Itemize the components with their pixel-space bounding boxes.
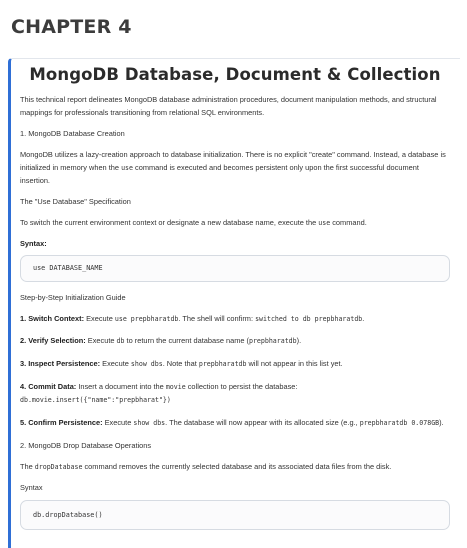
step-switch-context: 1. Switch Context: Execute use prepbharatdb. The shell will confirm: switched to db prepbharatdb. bbox=[20, 313, 365, 323]
code-block-use-syntax: use DATABASE_NAME bbox=[20, 255, 450, 282]
step-confirm-persistence: 5. Confirm Persistence: Execute show dbs. The database will now appear with its allocated size (e.g., prepbharatdb 0.078GB). bbox=[20, 418, 444, 428]
drop-database-paragraph: The dropDatabase command removes the currently selected database and its associated data files from the disk. bbox=[20, 462, 392, 472]
syntax-label: Syntax: bbox=[20, 238, 47, 248]
inline-code: use bbox=[318, 218, 331, 227]
lazy-creation-paragraph: MongoDB utilizes a lazy-creation approach to database initialization. There is no explicit "create" command. Instead, a database is initialized in memory when the use command is executed and becomes persistent only upon the first successful document insertion. bbox=[20, 149, 446, 185]
page-title: MongoDB Database, Document & Collection bbox=[29, 65, 441, 84]
section-heading-use-database: The "Use Database" Specification bbox=[20, 196, 131, 206]
chapter-heading: CHAPTER 4 bbox=[11, 16, 132, 38]
use-command-paragraph: To switch the current environment context or designate a new database name, execute the use command. bbox=[20, 217, 367, 227]
section-heading-initialization-guide: Step-by-Step Initialization Guide bbox=[20, 292, 126, 302]
inline-code: use bbox=[121, 163, 133, 172]
code-block-drop-syntax: db.dropDatabase() bbox=[20, 500, 450, 530]
syntax-label-drop: Syntax bbox=[20, 483, 43, 493]
intro-paragraph: This technical report delineates MongoDB database administration procedures, document manipulation methods, and structural mappings for professionals transitioning from relational SQL environments. bbox=[20, 95, 437, 117]
step-commit-data: 4. Commit Data: Insert a document into the movie collection to persist the database: db.movie.insert({"name":"prepbharat"}) bbox=[20, 382, 298, 405]
inline-code: dropDatabase bbox=[34, 463, 83, 472]
section-heading-drop-database: 2. MongoDB Drop Database Operations bbox=[20, 441, 152, 451]
section-heading-database-creation: 1. MongoDB Database Creation bbox=[20, 128, 125, 138]
step-verify-selection: 2. Verify Selection: Execute db to return the current database name (prepbharatdb). bbox=[20, 336, 302, 346]
step-inspect-persistence: 3. Inspect Persistence: Execute show dbs. Note that prepbharatdb will not appear in this list yet. bbox=[20, 359, 343, 369]
content-card bbox=[8, 58, 460, 548]
